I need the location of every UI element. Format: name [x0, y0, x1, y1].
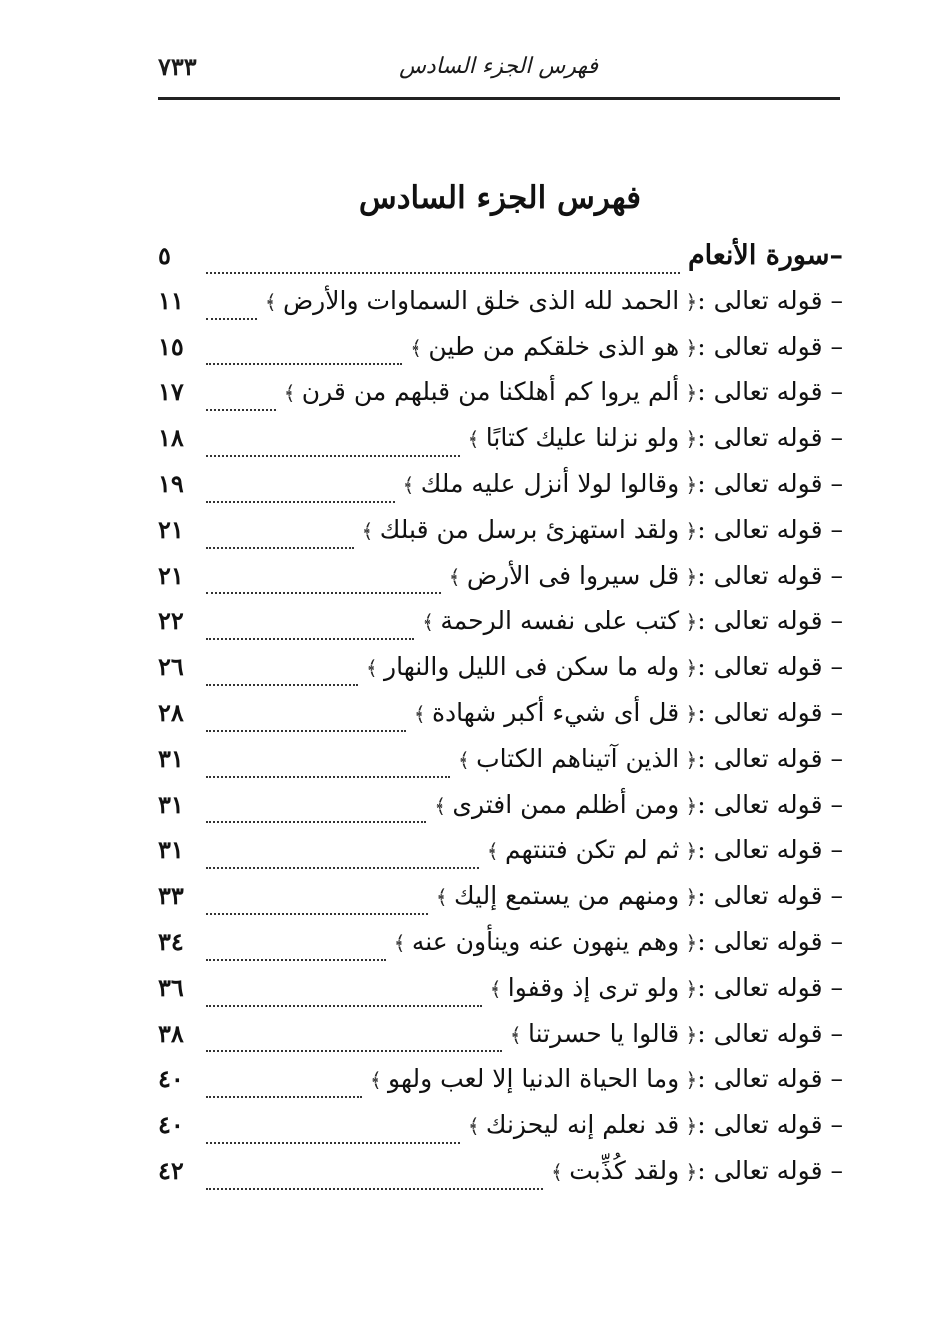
dot-leader: [206, 1142, 460, 1144]
dot-leader: [206, 363, 402, 365]
running-title: فهرس الجزء السادس: [399, 54, 598, 79]
dot-leader: [206, 501, 395, 503]
dot-leader: [206, 1050, 502, 1052]
dot-leader: [206, 913, 428, 915]
entry-text: [434, 790, 697, 819]
toc-entry: [158, 423, 843, 469]
entry-text: [468, 1110, 697, 1139]
ornate-bracket-close-icon: ﴾: [467, 1114, 486, 1139]
entry-page-number: ٢٢: [158, 606, 184, 636]
entry-text: [366, 652, 697, 681]
page-header: [158, 48, 838, 94]
entry-text: [403, 469, 698, 498]
entry-verse: ولو ترى إذ وقفوا: [507, 972, 680, 1002]
entry-prefix: – قوله تعالى :: [697, 972, 843, 1002]
ornate-bracket-close-icon: ﴾: [435, 885, 454, 910]
entry-text: [551, 1156, 697, 1185]
entry-prefix: – قوله تعالى :: [697, 652, 843, 682]
ornate-bracket-close-icon: ﴾: [410, 335, 429, 360]
toc-entry: [158, 1019, 843, 1065]
ornate-bracket-close-icon: ﴾: [365, 656, 385, 681]
ornate-bracket-close-icon: ﴾: [458, 747, 477, 772]
toc-entry: [158, 1110, 843, 1156]
entry-prefix: – قوله تعالى :: [697, 926, 843, 956]
dot-leader: [206, 318, 257, 320]
entry-text: [487, 835, 697, 864]
ornate-bracket-close-icon: ﴾: [393, 930, 412, 955]
toc-entry: [158, 1156, 843, 1202]
entry-page-number: ٤٢: [158, 1155, 184, 1185]
ornate-bracket-open-icon: ﴿: [679, 885, 698, 910]
dot-leader: [206, 867, 479, 869]
entry-verse: هو الذى خلقكم من طين: [428, 331, 680, 361]
entry-page-number: ٣٣: [158, 881, 184, 911]
toc-entry: [158, 744, 843, 790]
entry-prefix: – قوله تعالى :: [697, 697, 843, 727]
toc-entry: [158, 332, 843, 378]
entry-prefix: – قوله تعالى :: [697, 285, 843, 315]
entry-prefix: – قوله تعالى :: [697, 377, 843, 407]
entry-prefix: – قوله تعالى :: [697, 606, 843, 636]
ornate-bracket-open-icon: ﴿: [679, 976, 698, 1001]
entry-verse: قل سيروا فى الأرض: [466, 560, 680, 590]
entry-prefix: – قوله تعالى :: [697, 743, 843, 773]
entry-verse: ألم يروا كم أهلكنا من قبلهم من قرن: [301, 377, 680, 407]
ornate-bracket-open-icon: ﴿: [679, 381, 698, 406]
entry-text: [490, 973, 698, 1002]
ornate-bracket-close-icon: ﴾: [448, 564, 467, 589]
ornate-bracket-open-icon: ﴿: [679, 1114, 698, 1139]
ornate-bracket-open-icon: ﴿: [679, 930, 698, 955]
entry-text: [468, 423, 698, 452]
entry-page-number: ٥: [158, 241, 171, 270]
ornate-bracket-close-icon: ﴾: [467, 427, 486, 452]
dot-leader: [206, 272, 680, 274]
ornate-bracket-close-icon: ﴾: [402, 472, 421, 497]
entry-text: [284, 377, 698, 406]
toc-sura-heading: [158, 240, 843, 286]
entry-text: [510, 1019, 697, 1048]
ornate-bracket-open-icon: ﴿: [679, 656, 698, 681]
dot-leader: [206, 638, 414, 640]
entry-prefix: – قوله تعالى :: [697, 1155, 843, 1185]
entry-text: [436, 881, 697, 910]
entry-verse: ولو نزلنا عليك كتابًا: [485, 423, 680, 453]
ornate-bracket-open-icon: ﴿: [679, 472, 698, 497]
ornate-bracket-open-icon: ﴿: [679, 701, 698, 726]
ornate-bracket-open-icon: ﴿: [679, 1068, 698, 1093]
entry-prefix: – قوله تعالى :: [697, 881, 843, 911]
entry-prefix: – قوله تعالى :: [697, 835, 843, 865]
toc-entry: [158, 561, 843, 607]
page-number: ٧٣٣: [158, 52, 197, 81]
entry-page-number: ٣١: [158, 835, 184, 865]
entry-verse: ولقد كُذِّبت: [569, 1155, 680, 1185]
entry-text: [449, 561, 697, 590]
ornate-bracket-close-icon: ﴾: [413, 701, 432, 726]
dot-leader: [206, 684, 358, 686]
entry-page-number: ١٧: [158, 377, 184, 407]
ornate-bracket-open-icon: ﴿: [679, 335, 698, 360]
entry-prefix: – قوله تعالى :: [697, 1064, 843, 1094]
entry-verse: سورة الأنعام: [687, 240, 830, 271]
entry-page-number: ١٩: [158, 468, 184, 498]
ornate-bracket-close-icon: ﴾: [551, 1159, 570, 1184]
entry-verse: قل أى شيء أكبر شهادة: [431, 697, 680, 727]
entry-verse: ثم لم تكن فتنتهم: [504, 835, 680, 865]
entry-prefix: – قوله تعالى :: [697, 1110, 843, 1140]
ornate-bracket-close-icon: ﴾: [264, 289, 283, 314]
entry-verse: ومن أظلم ممن افترى: [452, 789, 680, 819]
dot-leader: [206, 1096, 362, 1098]
ornate-bracket-open-icon: ﴿: [679, 839, 698, 864]
toc-entry: [158, 790, 843, 836]
entry-page-number: ٤٠: [158, 1064, 184, 1094]
ornate-bracket-close-icon: ﴾: [361, 518, 380, 543]
entry-verse: الحمد لله الذى خلق السماوات والأرض: [282, 285, 680, 315]
dot-leader: [206, 959, 386, 961]
entry-verse: وقالوا لولا أنزل عليه ملك: [420, 468, 680, 498]
toc-entry: [158, 835, 843, 881]
ornate-bracket-close-icon: ﴾: [486, 839, 505, 864]
ornate-bracket-open-icon: ﴿: [679, 610, 698, 635]
toc-entry: [158, 881, 843, 927]
dot-leader: [206, 730, 406, 732]
toc-entry: [158, 698, 843, 744]
toc-entry: [158, 377, 843, 423]
entry-page-number: ٢١: [158, 560, 184, 590]
ornate-bracket-open-icon: ﴿: [679, 1159, 698, 1184]
entry-page-number: ١٥: [158, 331, 184, 361]
entry-prefix: – قوله تعالى :: [697, 468, 843, 498]
entry-page-number: ٢٦: [158, 652, 184, 682]
entry-verse: وهم ينهون عنه وينأون عنه: [411, 926, 680, 956]
table-of-contents: [158, 240, 843, 1202]
entry-prefix: – قوله تعالى :: [697, 423, 843, 453]
entry-verse: كتب على نفسه الرحمة: [440, 606, 680, 636]
entry-prefix: – قوله تعالى :: [697, 789, 843, 819]
entry-page-number: ٢٨: [158, 697, 184, 727]
entry-page-number: ١٨: [158, 423, 184, 453]
toc-entry: [158, 469, 843, 515]
ornate-bracket-close-icon: ﴾: [369, 1068, 389, 1093]
ornate-bracket-open-icon: ﴿: [679, 518, 698, 543]
dot-leader: [206, 547, 354, 549]
entry-text: [414, 698, 697, 727]
dot-leader: [206, 455, 460, 457]
ornate-bracket-open-icon: ﴿: [679, 289, 698, 314]
page-title: فهرس الجزء السادس: [358, 180, 642, 216]
toc-entry: [158, 286, 843, 332]
entry-verse: ولقد استهزئ برسل من قبلك: [379, 514, 680, 544]
entry-verse: قالوا يا حسرتنا: [527, 1018, 680, 1048]
dot-leader: [206, 409, 276, 411]
entry-page-number: ٣٨: [158, 1018, 184, 1048]
entry-text: [394, 927, 698, 956]
dot-leader: [206, 776, 450, 778]
ornate-bracket-close-icon: ﴾: [434, 793, 453, 818]
ornate-bracket-open-icon: ﴿: [679, 427, 698, 452]
ornate-bracket-close-icon: ﴾: [489, 976, 508, 1001]
entry-page-number: ١١: [158, 285, 184, 315]
ornate-bracket-open-icon: ﴿: [679, 747, 698, 772]
entry-page-number: ٣١: [158, 743, 184, 773]
dot-leader: [206, 821, 426, 823]
entry-text: [422, 606, 697, 635]
ornate-bracket-open-icon: ﴿: [679, 793, 698, 818]
entry-prefix: – قوله تعالى :: [697, 1018, 843, 1048]
entry-page-number: ٣٦: [158, 972, 184, 1002]
toc-entry: [158, 973, 843, 1019]
entry-text: [458, 744, 697, 773]
toc-entry: [158, 652, 843, 698]
entry-verse: ومنهم من يستمع إليك: [454, 881, 680, 911]
ornate-bracket-close-icon: ﴾: [283, 381, 302, 406]
entry-text: [688, 240, 830, 271]
entry-prefix: –: [829, 240, 843, 271]
entry-prefix: – قوله تعالى :: [697, 331, 843, 361]
entry-page-number: ٤٠: [158, 1110, 184, 1140]
ornate-bracket-close-icon: ﴾: [509, 1022, 528, 1047]
ornate-bracket-open-icon: ﴿: [679, 564, 698, 589]
entry-text: [370, 1064, 697, 1093]
entry-prefix: – قوله تعالى :: [697, 560, 843, 590]
entry-verse: قد نعلم إنه ليحزنك: [485, 1110, 680, 1140]
entry-text: [265, 286, 697, 315]
toc-entry: [158, 606, 843, 652]
toc-entry: [158, 1064, 843, 1110]
entry-page-number: ٣١: [158, 789, 184, 819]
entry-verse: وله ما سكن فى الليل والنهار: [384, 652, 680, 682]
entry-page-number: ٢١: [158, 514, 184, 544]
dot-leader: [206, 1005, 482, 1007]
entry-text: [362, 515, 698, 544]
entry-prefix: – قوله تعالى :: [697, 514, 843, 544]
dot-leader: [206, 592, 441, 594]
entry-text: [410, 332, 697, 361]
dot-leader: [206, 1188, 543, 1190]
toc-entry: [158, 927, 843, 973]
toc-entry: [158, 515, 843, 561]
ornate-bracket-open-icon: ﴿: [679, 1022, 698, 1047]
ornate-bracket-close-icon: ﴾: [422, 610, 441, 635]
entry-verse: وما الحياة الدنيا إلا لعب ولهو: [388, 1064, 680, 1094]
entry-page-number: ٣٤: [158, 926, 184, 956]
header-rule: [158, 97, 840, 100]
entry-verse: الذين آتيناهم الكتاب: [476, 743, 680, 773]
